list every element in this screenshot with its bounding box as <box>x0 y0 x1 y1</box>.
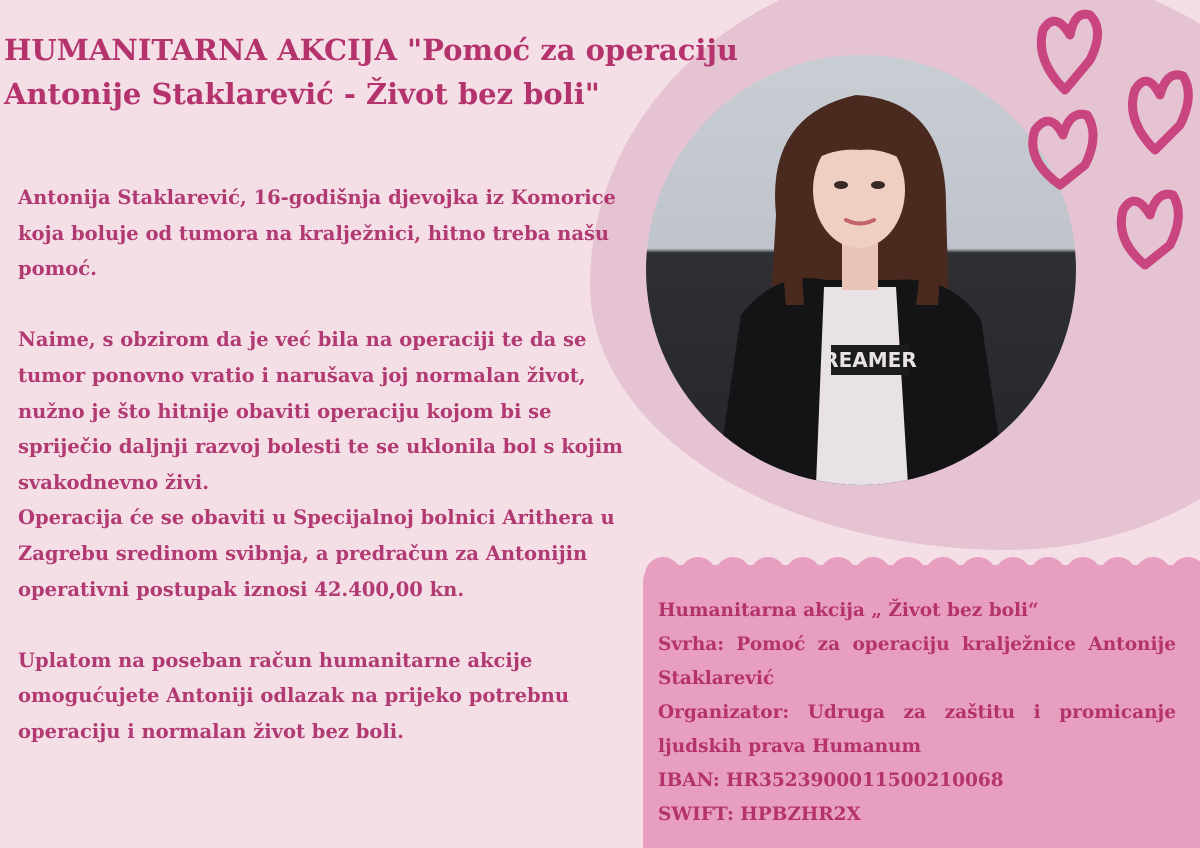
info-purpose: Svrha: Pomoć za operaciju kralježnice Antonije Staklarević <box>658 634 1176 689</box>
hearts-decoration <box>1015 0 1200 280</box>
heart-icon <box>1033 114 1093 185</box>
info-iban: IBAN: HR3523900011500210068 <box>658 770 1004 791</box>
heart-icon <box>1121 194 1178 265</box>
body-text <box>18 180 630 750</box>
paragraph-situation: Naime, s obzirom da je već bila na operaciji te da se tumor ponovno vratio i narušava joj normalan život, nužno je što hitnije obaviti operaciju kojom bi se spriječio daljnji razvoj bolesti te se uklonila bol s kojim svakodnevno živi. <box>18 328 623 494</box>
paragraph-intro: Antonija Staklarević, 16-godišnja djevojka iz Komorice koja boluje od tumora na kralježnici, hitno treba našu pomoć. <box>18 186 616 281</box>
paragraph-donation: Uplatom na poseban račun humanitarne akcije omogućujete Antoniji odlazak na prijeko potrebnu operaciju i normalan život bez boli. <box>18 648 570 743</box>
info-swift: SWIFT: HPBZHR2X <box>658 804 861 825</box>
shirt-text: REAMER <box>823 348 917 372</box>
portrait-photo <box>646 55 1076 485</box>
heart-icon <box>1133 75 1189 150</box>
info-organizer: Organizator: Udruga za zaštitu i promicanje ljudskih prava Humanum <box>658 702 1176 757</box>
donation-info <box>658 594 1176 832</box>
heart-icon <box>1041 14 1097 90</box>
paragraph-operation: Operacija će se obaviti u Specijalnoj bolnici Arithera u Zagrebu sredinom svibnja, a predračun za Antonijin operativni postupak iznosi 42.400,00 kn. <box>18 506 615 601</box>
page-title: HUMANITARNA AKCIJA "Pomoć za operaciju Antonije Staklarević - Život bez boli" <box>4 33 738 111</box>
info-campaign-name: Humanitarna akcija „ Život bez boli“ <box>658 600 1039 621</box>
info-box-scallop-edge <box>643 555 1200 585</box>
